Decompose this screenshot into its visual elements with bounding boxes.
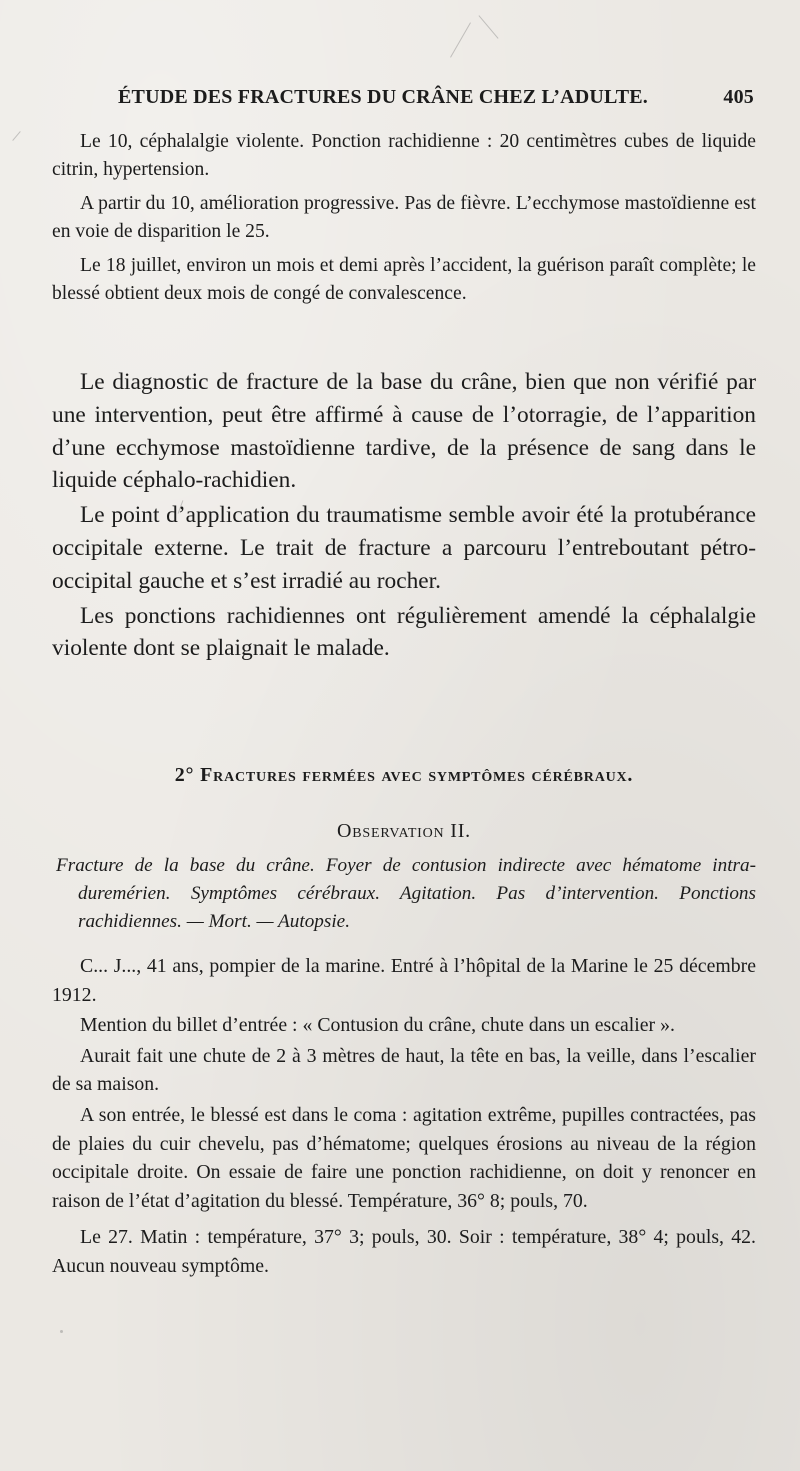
paragraph: A son entrée, le blessé est dans le coma : agitation extrême, pupilles contractées, pas de plaies du cuir chevelu, pas d’hématome; quelques érosions au niveau de la région occipitale droite. On essaie de faire une ponction rachidienne, on doit y renoncer en raison de l’état d’agitation du blessé. Température, 36° 8; pouls, 70. — [52, 1103, 756, 1212]
observation-heading: Observation II. — [337, 820, 471, 842]
paragraph: Le 27. Matin : température, 37° 3; pouls, 30. Soir : température, 38° 4; pouls, 42. Aucun nouveau symptôme. — [52, 1226, 756, 1277]
running-header — [118, 86, 758, 112]
observation-text — [52, 952, 756, 1281]
case-followup-text — [52, 128, 756, 308]
paragraph: Les ponctions rachidiennes ont régulièrement amendé la céphalalgie violente dont se plaignait le malade. — [52, 602, 756, 662]
paragraph: Mention du billet d’entrée : « Contusion du crâne, chute dans un escalier ». — [80, 1014, 675, 1037]
paragraph: Le 10, céphalalgie violente. Ponction rachidienne : 20 centimètres cubes de liquide citrin, hypertension. — [52, 131, 756, 180]
scan-speck — [12, 131, 20, 141]
paragraph: A partir du 10, amélioration progressive. Pas de fièvre. L’ecchymose mastoïdienne est en voie de disparition le 25. — [52, 193, 756, 242]
paragraph: Le 18 juillet, environ un mois et demi après l’accident, la guérison paraît complète; le blessé obtient deux mois de congé de convalescence. — [52, 255, 756, 304]
scan-speck — [478, 15, 498, 39]
scan-speck — [450, 22, 471, 57]
paragraph: Aurait fait une chute de 2 à 3 mètres de haut, la tête en bas, la veille, dans l’escalier de sa maison. — [52, 1044, 756, 1096]
running-title: ÉTUDE DES FRACTURES DU CRÂNE CHEZ L’ADULTE. — [118, 86, 649, 108]
page-number: 405 — [723, 86, 754, 108]
observation-summary — [56, 852, 756, 936]
summary-text: Fracture de la base du crâne. Foyer de contusion indirecte avec hématome intra-duremérien. Symptômes cérébraux. Agitation. Pas d’intervention. Ponctions rachidiennes. — Mort. — Autopsie. — [56, 855, 756, 932]
scan-speck — [60, 1330, 63, 1333]
paragraph: Le point d’application du traumatisme semble avoir été la protubérance occipitale externe. Le trait de fracture a parcouru l’entreboutant pétro-occipital gauche et s’est irradié au rocher. — [52, 502, 756, 594]
discussion-text — [52, 366, 756, 665]
paragraph: Le diagnostic de fracture de la base du crâne, bien que non vérifié par une intervention, peut être affirmé à cause de l’otorragie, de l’apparition d’une ecchymose mastoïdienne tardive, de la présence de sang dans le liquide céphalo-rachidien. — [52, 369, 756, 494]
section-heading: 2° Fractures fermées avec symptômes cérébraux. — [174, 764, 634, 786]
paragraph: C... J..., 41 ans, pompier de la marine. Entré à l’hôpital de la Marine le 25 décembre 1912. — [52, 955, 756, 1006]
